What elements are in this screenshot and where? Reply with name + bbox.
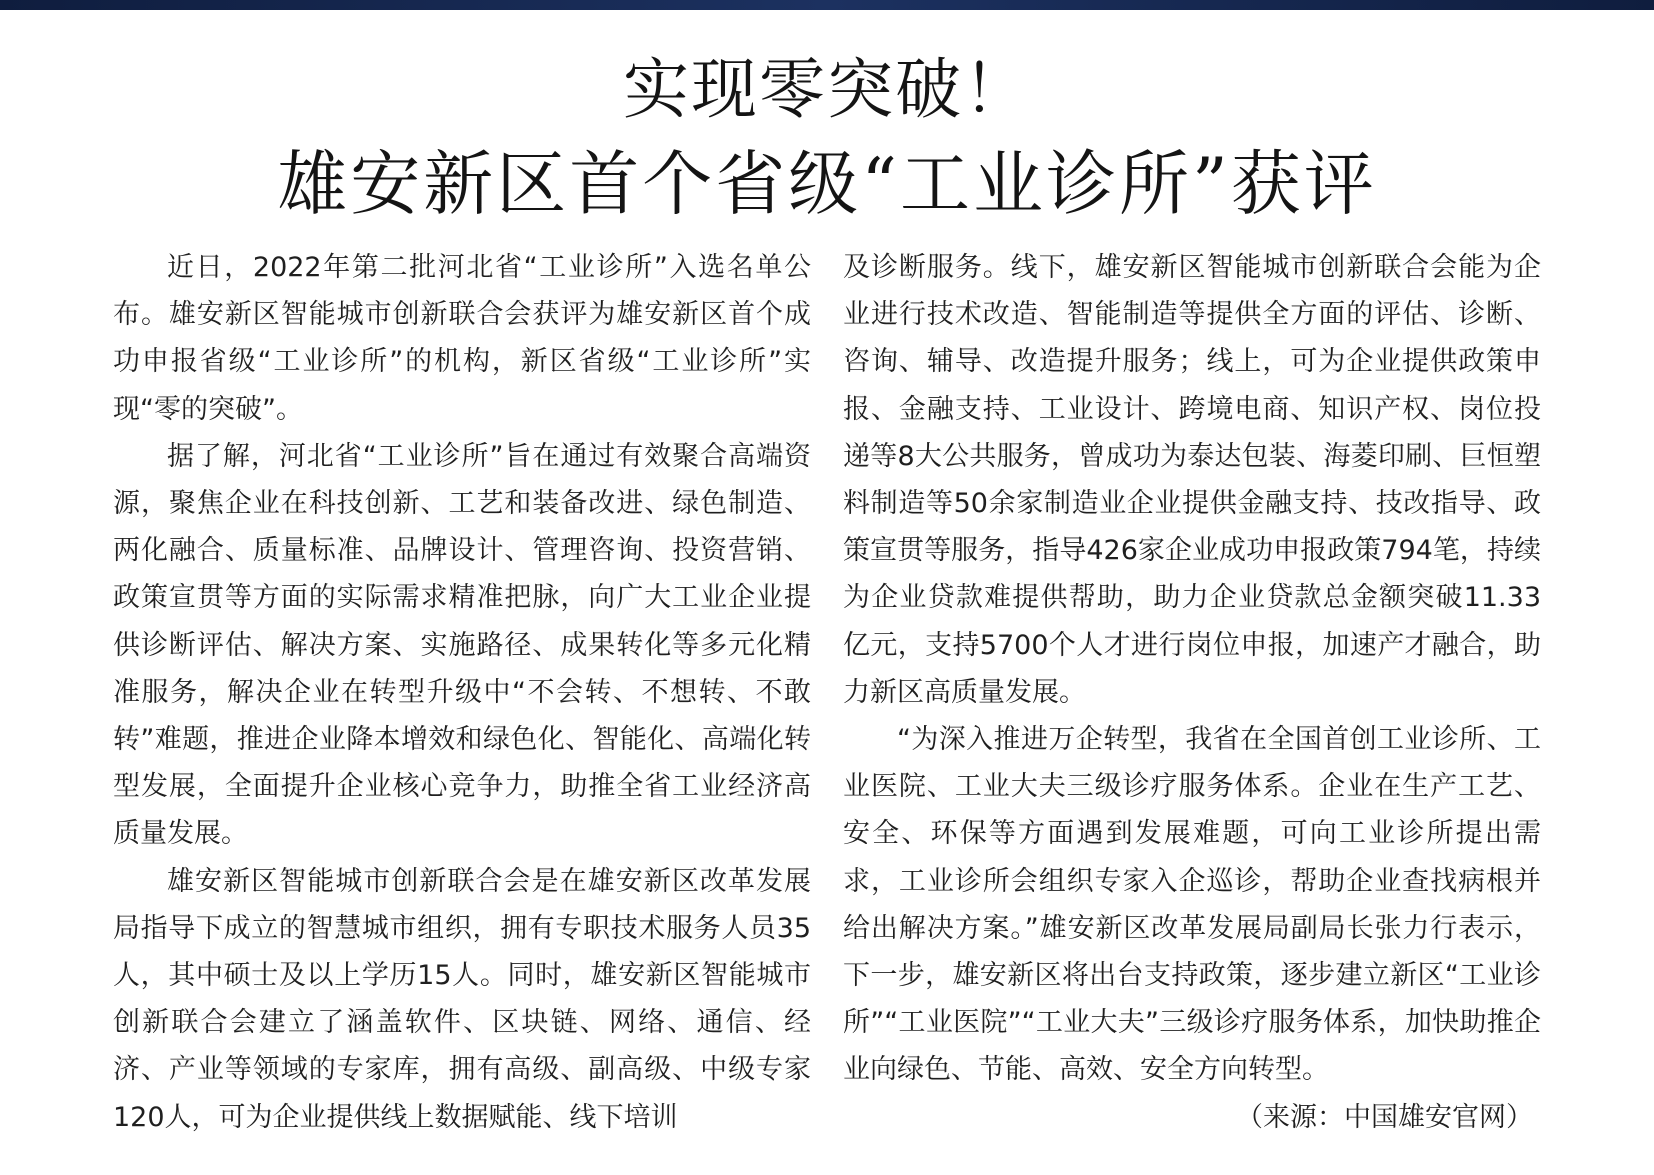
paragraph-3: 雄安新区智能城市创新联合会是在雄安新区改革发展局指导下成立的智慧城市组织，拥有专职技术服务人员35人，其中硕士及以上学历15人。同时，雄安新区智能城市创新联合会建立了涵盖软件、区块链、网络、通信、经济、产业等领域的专家库，拥有高级、副高级、中级专家120人，可为企业提供线上数据赋能、线下培训 bbox=[113, 865, 811, 1133]
paragraph-4: “为深入推进万企转型，我省在全国首创工业诊所、工业医院、工业大夫三级诊疗服务体系。企业在生产工艺、安全、环保等方面遇到发展难题，可向工业诊所提出需求，工业诊所会组织专家入企巡诊，帮助企业查找病根并给出解决方案。”雄安新区改革发展局副局长张力行表示，下一步，雄安新区将出台支持政策，逐步建立新区“工业诊所”“工业医院”“工业大夫”三级诊疗服务体系，加快助推企业向绿色、节能、高效、安全方向转型。 bbox=[843, 724, 1541, 1086]
paragraph-2: 据了解，河北省“工业诊所”旨在通过有效聚合高端资源，聚焦企业在科技创新、工艺和装备改进、绿色制造、两化融合、质量标准、品牌设计、管理咨询、投资营销、政策宣贯等方面的实际需求精准把脉，向广大工业企业提供诊断评估、解决方案、实施路径、成果转化等多元化精准服务，解决企业在转型升级中“不会转、不想转、不敢转”难题，推进企业降本增效和绿色化、智能化、高端化转型发展，全面提升企业核心竞争力，助推全省工业经济高质量发展。 bbox=[113, 440, 811, 850]
paragraph-1: 近日，2022年第二批河北省“工业诊所”入选名单公布。雄安新区智能城市创新联合会获评为雄安新区首个成功申报省级“工业诊所”的机构，新区省级“工业诊所”实现“零的突破”。 bbox=[113, 252, 811, 425]
headline-line-1: 实现零突破！ bbox=[623, 51, 1031, 128]
top-banner-bar bbox=[0, 0, 1654, 10]
article-right-column bbox=[843, 244, 1541, 1141]
article-left-column bbox=[113, 244, 811, 1141]
page-title bbox=[0, 44, 1654, 232]
paragraph-3-continued: 及诊断服务。线下，雄安新区智能城市创新联合会能为企业进行技术改造、智能制造等提供全方面的评估、诊断、咨询、辅导、改造提升服务；线上，可为企业提供政策申报、金融支持、工业设计、跨境电商、知识产权、岗位投递等8大公共服务，曾成功为泰达包装、海菱印刷、巨恒塑料制造等50余家制造业企业提供金融支持、技改指导、政策宣贯等服务，指导426家企业成功申报政策794笔，持续为企业贷款难提供帮助，助力企业贷款总金额突破11.33亿元，支持5700个人才进行岗位申报，加速产才融合，助力新区高质量发展。 bbox=[843, 252, 1541, 708]
headline-line-2: 雄安新区首个省级“工业诊所”获评 bbox=[277, 143, 1377, 225]
article-source: （来源：中国雄安官网） bbox=[1236, 1101, 1533, 1133]
